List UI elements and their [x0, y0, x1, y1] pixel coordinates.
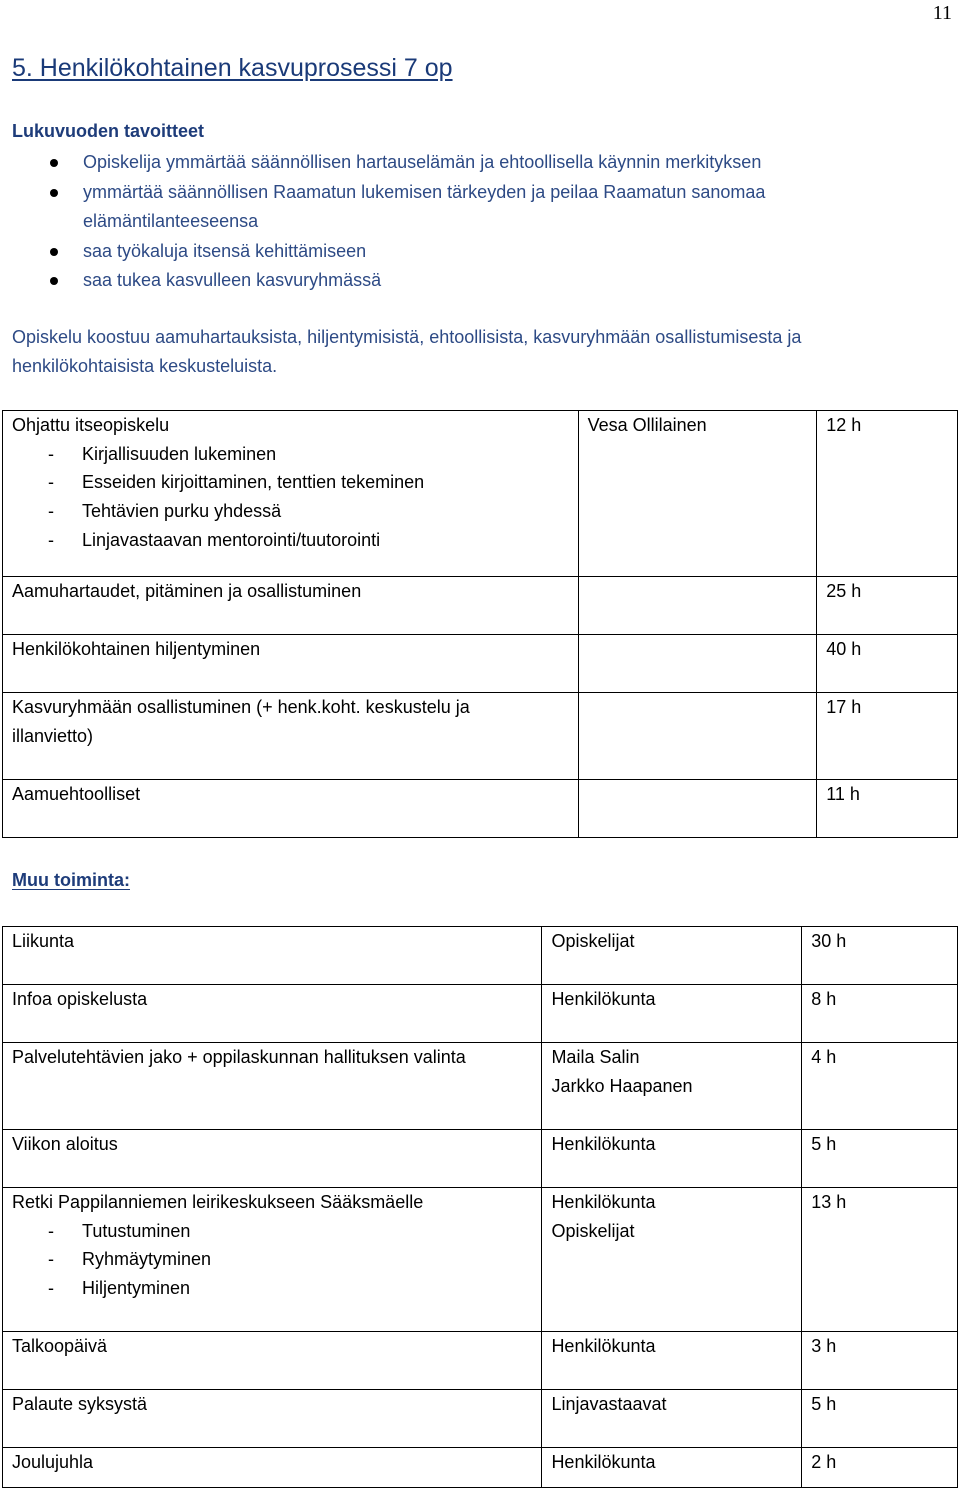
person-line: Maila Salin — [551, 1047, 640, 1067]
table-row — [3, 1448, 958, 1488]
goal-item — [12, 148, 942, 178]
person-line: Henkilökunta — [551, 1192, 656, 1212]
activity-cell: Infoa opiskelusta — [3, 985, 542, 1043]
goal-item — [12, 178, 942, 237]
activity-cell — [3, 411, 579, 577]
hours-cell: 8 h — [802, 985, 958, 1043]
table-row — [3, 1390, 958, 1448]
table-row — [3, 635, 958, 693]
goals-list — [12, 148, 942, 296]
subitem: - Hiljentyminen — [12, 1274, 541, 1303]
activity-cell: Aamuhartaudet, pitäminen ja osallistuminen — [3, 577, 579, 635]
goal-text: ymmärtää säännöllisen Raamatun lukemisen tärkeyden ja peilaa Raamatun sanomaa elämäntilanteeseensa — [83, 181, 766, 232]
person-line: Jarkko Haapanen — [551, 1075, 693, 1096]
goal-text: Opiskelija ymmärtää säännöllisen hartauselämän ja ehtoollisella käynnin merkityksen — [83, 152, 762, 172]
table-row — [3, 411, 958, 577]
activity-cell: Viikon aloitus — [3, 1130, 542, 1188]
person-cell: Henkilökunta — [542, 1130, 802, 1188]
person-cell — [578, 693, 817, 780]
activity-cell: Palvelutehtävien jako + oppilaskunnan hallituksen valinta — [3, 1043, 542, 1130]
person-cell: Henkilökunta — [542, 1332, 802, 1390]
activity-cell: Talkoopäivä — [3, 1332, 542, 1390]
subitem-list — [12, 1217, 541, 1303]
other-activities-table — [2, 926, 958, 1488]
activity-cell: Aamuehtoolliset — [3, 780, 579, 838]
subitem: - Tehtävien purku yhdessä — [12, 497, 578, 526]
person-cell — [542, 1043, 802, 1130]
activity-cell: Henkilökohtainen hiljentyminen — [3, 635, 579, 693]
activity-label: Retki Pappilanniemen leirikeskukseen Sääksmäelle — [12, 1192, 424, 1212]
person-line: Opiskelijat — [551, 1220, 635, 1241]
table-row — [3, 927, 958, 985]
hours-cell: 30 h — [802, 927, 958, 985]
hours-cell: 17 h — [817, 693, 958, 780]
hours-cell: 12 h — [817, 411, 958, 577]
section-heading: 5. Henkilökohtainen kasvuprosessi 7 op — [12, 54, 453, 82]
person-cell: Linjavastaavat — [542, 1390, 802, 1448]
hours-cell: 5 h — [802, 1130, 958, 1188]
study-table — [2, 410, 958, 838]
hours-cell: 5 h — [802, 1390, 958, 1448]
bullet-icon — [50, 277, 58, 285]
hours-cell: 2 h — [802, 1448, 958, 1488]
bullet-icon — [50, 159, 58, 167]
person-cell — [542, 1188, 802, 1332]
goal-text: saa tukea kasvulleen kasvuryhmässä — [83, 270, 382, 291]
other-activities-title: Muu toiminta: — [12, 870, 130, 890]
activity-cell: Joulujuhla — [3, 1448, 542, 1488]
table-row — [3, 1332, 958, 1390]
person-cell: Vesa Ollilainen — [578, 411, 817, 577]
hours-cell: 3 h — [802, 1332, 958, 1390]
table-row — [3, 985, 958, 1043]
subitem: - Ryhmäytyminen — [12, 1245, 541, 1274]
subitem-list — [12, 440, 578, 555]
hours-cell: 13 h — [802, 1188, 958, 1332]
activity-cell: Kasvuryhmään osallistuminen (+ henk.koht. keskustelu ja illanvietto) — [3, 693, 579, 780]
table-row — [3, 780, 958, 838]
person-cell: Henkilökunta — [542, 985, 802, 1043]
person-cell: Opiskelijat — [542, 927, 802, 985]
hours-cell: 11 h — [817, 780, 958, 838]
table-row — [3, 1130, 958, 1188]
hours-cell: 40 h — [817, 635, 958, 693]
table-row — [3, 1188, 958, 1332]
subitem: - Tutustuminen — [12, 1217, 541, 1246]
table-row — [3, 577, 958, 635]
activity-cell — [3, 1188, 542, 1332]
activity-label: Ohjattu itseopiskelu — [12, 415, 170, 435]
person-cell — [578, 635, 817, 693]
activity-cell: Liikunta — [3, 927, 542, 985]
intro-paragraph: Opiskelu koostuu aamuhartauksista, hiljentymisistä, ehtoollisista, kasvuryhmään osallistumisesta ja henkilökohtaisista keskusteluista. — [12, 327, 802, 376]
page-number: 11 — [932, 2, 952, 24]
hours-cell: 4 h — [802, 1043, 958, 1130]
person-cell — [578, 577, 817, 635]
bullet-icon — [50, 189, 58, 197]
person-cell: Henkilökunta — [542, 1448, 802, 1488]
goal-item — [12, 237, 942, 267]
table-row — [3, 1043, 958, 1130]
goal-text: saa työkaluja itsensä kehittämiseen — [83, 240, 367, 261]
subitem: - Kirjallisuuden lukeminen — [12, 440, 578, 469]
goals-title: Lukuvuoden tavoitteet — [12, 121, 205, 141]
bullet-icon — [50, 248, 58, 256]
table-row — [3, 693, 958, 780]
goal-item — [12, 266, 942, 296]
subitem: - Linjavastaavan mentorointi/tuutorointi — [12, 526, 578, 555]
hours-cell: 25 h — [817, 577, 958, 635]
activity-cell: Palaute syksystä — [3, 1390, 542, 1448]
person-cell — [578, 780, 817, 838]
subitem: - Esseiden kirjoittaminen, tenttien tekeminen — [12, 468, 578, 497]
